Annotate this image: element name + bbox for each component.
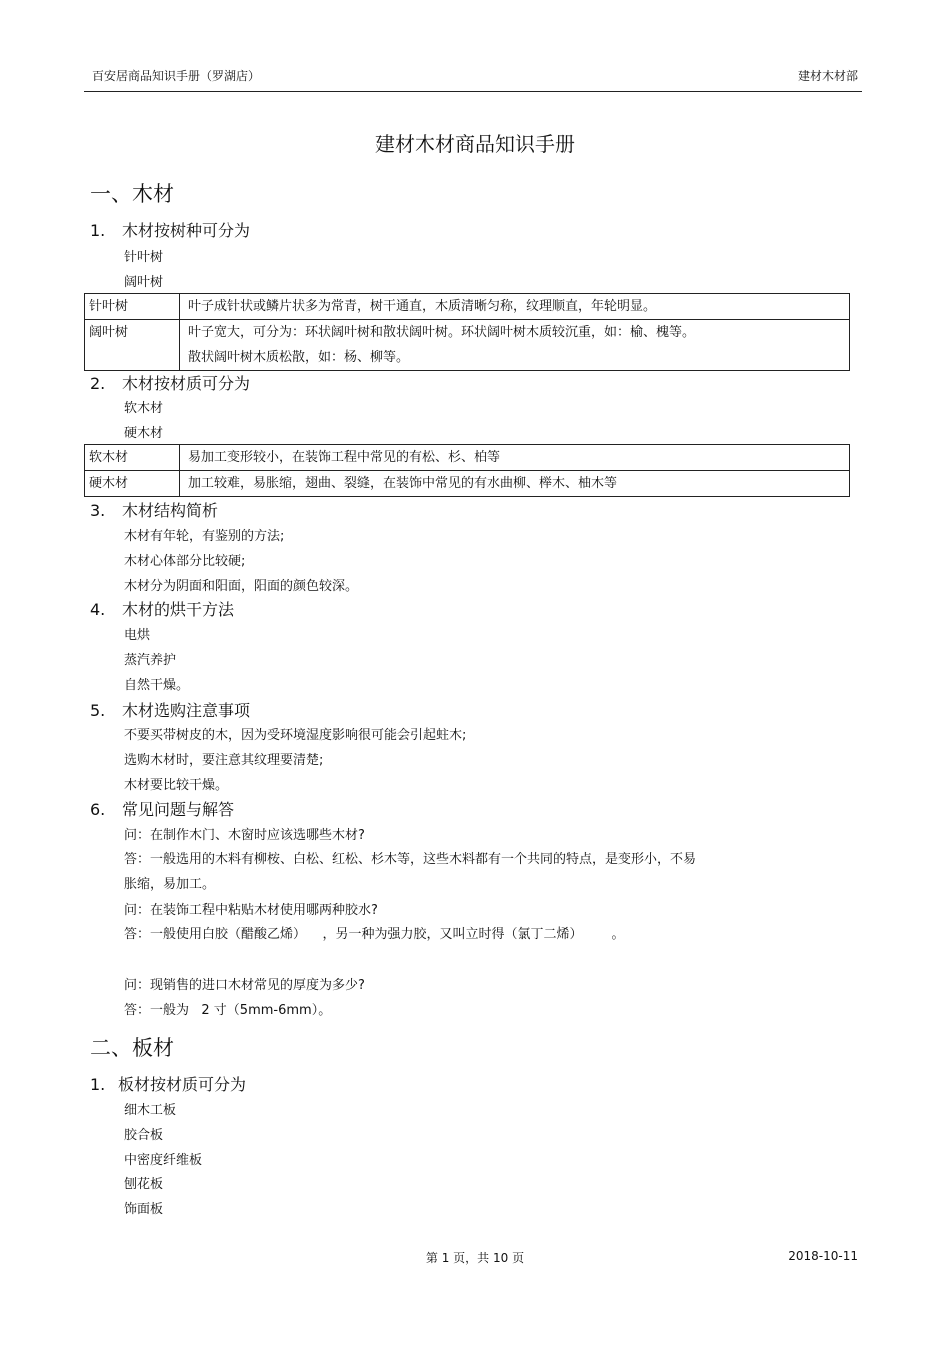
list-item: 硬木材 [124,426,164,441]
material-table [84,444,850,497]
table-key: 阔叶树 [85,320,180,371]
faq-answer: 答：一般选用的木料有柳桉、白松、红松、杉木等，这些木料都有一个共同的特点，是变形小，不易 [124,852,697,867]
subsection-number: 3. [90,501,106,520]
list-item: 电烘 [124,628,151,643]
table-value-line: 叶子成针状或鳞片状多为常青，树干通直，木质清晰匀称，纹理顺直，年轮明显。 [188,299,657,314]
list-item: 针叶树 [124,250,164,265]
subsection-title: 板材按材质可分为 [118,1075,247,1094]
header-rule [84,91,862,92]
subsection-heading [90,698,250,721]
subsection-title: 木材按树种可分为 [122,221,251,240]
subsection-heading [90,597,234,620]
list-item: 中密度纤维板 [124,1153,203,1168]
faq-answer: 答：一般为 2 寸（5mm-6mm）。 [124,1003,332,1018]
list-item: 胶合板 [124,1128,164,1143]
list-item: 细木工板 [124,1103,177,1118]
list-item: 木材有年轮，有鉴别的方法; [124,529,285,544]
faq-answer: 答：一般使用白胶（醋酸乙烯） ，另一种为强力胶，又叫立时得（氯丁二烯） 。 [124,927,625,942]
list-item: 蒸汽养护 [124,653,177,668]
tree-type-table [84,293,850,371]
table-value-line: 加工较难，易胀缩，翅曲、裂缝，在装饰中常见的有水曲柳、榉木、柚木等 [188,476,618,491]
header-left: 百安居商品知识手册（罗湖店） [92,69,261,83]
list-item: 饰面板 [124,1202,164,1217]
faq-answer-cont: 胀缩，易加工。 [124,877,216,892]
table-key: 硬木材 [85,471,180,497]
table-value [180,445,850,471]
subsection-title: 木材选购注意事项 [122,701,251,720]
list-item: 木材要比较干燥。 [124,778,229,793]
list-item: 阔叶树 [124,275,164,290]
subsection-number: 1. [90,221,106,240]
section-heading: 二、板材 [90,1036,174,1060]
table-row [85,471,850,497]
table-value [180,320,850,371]
table-value-line: 散状阔叶树木质松散，如：杨、柳等。 [188,350,410,365]
list-item: 软木材 [124,401,164,416]
list-item: 刨花板 [124,1177,164,1192]
subsection-number: 1. [90,1075,106,1094]
section-heading: 一、木材 [90,182,174,206]
faq-question: 问：在制作木门、木窗时应该选哪些木材? [124,828,365,843]
subsection-heading [90,797,234,820]
list-item: 选购木材时，要注意其纹理要清楚; [124,753,324,768]
subsection-title: 常见问题与解答 [122,800,235,819]
subsection-heading [90,371,250,394]
table-value-line: 易加工变形较小，在装饰工程中常见的有松、杉、柏等 [188,450,501,465]
subsection-title: 木材结构简析 [122,501,219,520]
subsection-number: 4. [90,600,106,619]
faq-question: 问：现销售的进口木材常见的厚度为多少? [124,978,365,993]
subsection-number: 2. [90,374,106,393]
list-item: 自然干燥。 [124,678,190,693]
table-row [85,320,850,371]
document-title: 建材木材商品知识手册 [375,132,575,156]
faq-question: 问：在装饰工程中粘贴木材使用哪两种胶水? [124,903,378,918]
table-value-line: 叶子宽大，可分为：环状阔叶树和散状阔叶树。环状阔叶树木质较沉重，如：榆、槐等。 [188,325,696,340]
table-row [85,294,850,320]
subsection-heading [90,218,250,241]
subsection-heading [90,498,218,521]
header-right: 建材木材部 [797,69,858,83]
list-item: 木材心体部分比较硬; [124,554,246,569]
table-value [180,471,850,497]
subsection-title: 木材按材质可分为 [122,374,251,393]
subsection-number: 6. [90,800,106,819]
subsection-heading [90,1072,246,1095]
page-number: 第 1 页，共 10 页 [425,1251,525,1265]
table-key: 针叶树 [85,294,180,320]
list-item: 不要买带树皮的木，因为受环境湿度影响很可能会引起蛀木; [124,728,467,743]
list-item: 木材分为阴面和阳面，阳面的颜色较深。 [124,579,359,594]
table-value [180,294,850,320]
table-key: 软木材 [85,445,180,471]
table-row [85,445,850,471]
subsection-number: 5. [90,701,106,720]
footer-date: 2018-10-11 [788,1249,858,1263]
subsection-title: 木材的烘干方法 [122,600,235,619]
